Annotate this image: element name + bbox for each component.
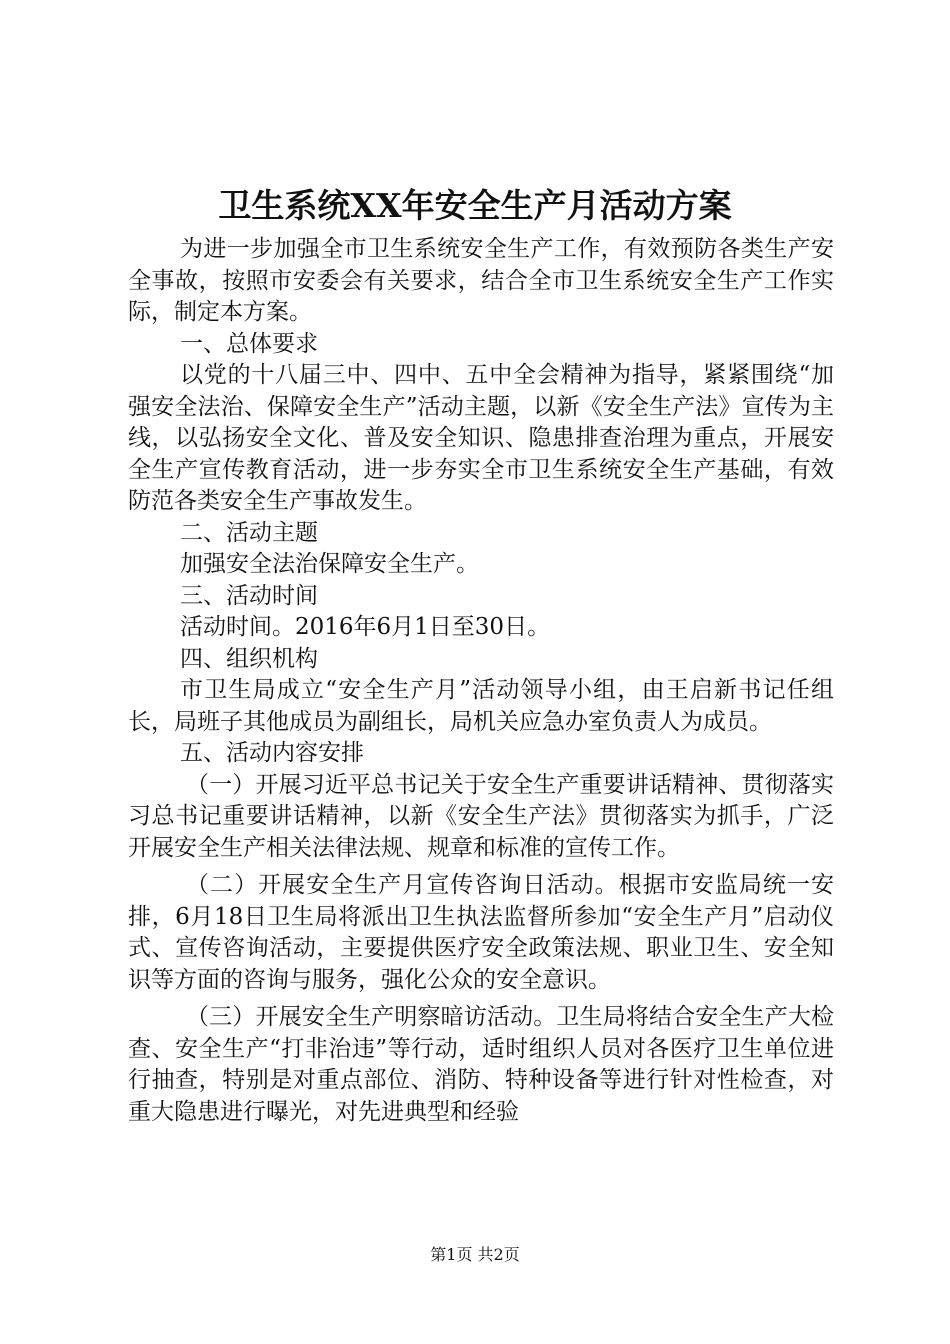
- heading-activity-theme: 二、活动主题: [180, 519, 318, 546]
- heading-activity-content: 五、活动内容安排: [180, 740, 364, 766]
- page-number-footer: 第1页 共2页: [430, 1245, 520, 1264]
- document-title: 卫生系统XX年安全生产月活动方案: [218, 186, 732, 225]
- paragraph-content-item-3: （三）开展安全生产明察暗访活动。卫生局将结合安全生产大检查、安全生产“打非治违”等行动，适时组织人员对各医疗卫生单位进行抽查，特别是对重点部位、消防、特种设备等进行针对性检查，对重大隐患进行曝光，对先进典型和经验: [128, 1004, 834, 1125]
- paragraph-organization: 市卫生局成立“安全生产月”活动领导小组，由王启新书记任组长，局班子其他成员为副组长，局机关应急办室负责人为成员。: [128, 677, 834, 735]
- heading-organization: 四、组织机构: [180, 645, 318, 672]
- heading-general-requirements: 一、总体要求: [180, 330, 318, 357]
- paragraph-intro: 为进一步加强全市卫生系统安全生产工作，有效预防各类生产安全事故，按照市安委会有关要求，结合全市卫生系统安全生产工作实际，制定本方案。: [128, 236, 834, 325]
- paragraph-activity-time: 活动时间。2016年6月1日至30日。: [180, 614, 551, 640]
- heading-activity-time: 三、活动时间: [180, 582, 318, 609]
- paragraph-content-item-1: （一）开展习近平总书记关于安全生产重要讲话精神、贯彻落实习总书记重要讲话精神，以新《安全生产法》贯彻落实为抓手，广泛开展安全生产相关法律法规、规章和标准的宣传工作。: [128, 771, 834, 861]
- document-body: [128, 234, 834, 1128]
- paragraph-content-item-2: （二）开展安全生产月宣传咨询日活动。根据市安监局统一安排，6月18日卫生局将派出卫生执法监督所参加“安全生产月”启动仪式、宣传咨询活动，主要提供医疗安全政策法规、职业卫生、安全知识等方面的咨询与服务，强化公众的安全意识。: [128, 872, 834, 993]
- paragraph-activity-theme: 加强安全法治保障安全生产。: [180, 551, 479, 577]
- paragraph-general-requirements: 以党的十八届三中、四中、五中全会精神为指导，紧紧围绕“加强安全法治、保障安全生产”活动主题，以新《安全生产法》宣传为主线，以弘扬安全文化、普及安全知识、隐患排查治理为重点，开展安全生产宣传教育活动，进一步夯实全市卫生系统安全生产基础，有效防范各类安全生产事故发生。: [128, 362, 834, 514]
